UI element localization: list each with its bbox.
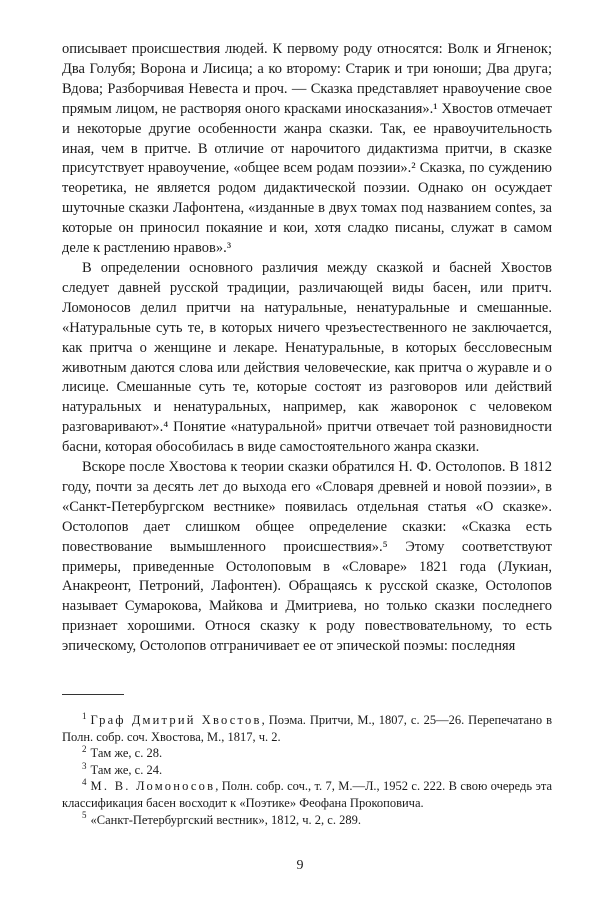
footnote-marker: 3: [82, 760, 87, 771]
footnote-2: [62, 745, 552, 762]
footnote-author: М. В. Ломоносов: [90, 779, 216, 794]
footnote-marker: 1: [82, 710, 87, 721]
paragraph-3: Вскоре после Хвостова к теории сказки обратился Н. Ф. Остолопов. В 1812 году, почти за десять лет до выхода его «Словаря древней и новой поэзии», в «Санкт-Петербургском вестнике» появилась отдельная статья «О сказке». Остолопов дает слишком общее определение сказки: «Сказка есть повествование вымышленного происшествия».⁵ Этому соответствуют примеры, приведенные Остолоповым в «Словаре» 1821 года (Лукиан, Анакреонт, Петроний, Лафонтен). Обращаясь к русской сказке, Остолопов называет Сумарокова, Майкова и Дмитриева, но только сказки последнего признает хорошими. Относя сказку к роду повествовательному, то есть эпическому, Остолопов отграничивает ее от эпической поэмы: последняя: [62, 459, 552, 655]
footnote-4: [62, 778, 552, 811]
footnote-3: [62, 762, 552, 779]
footnote-marker: 4: [82, 777, 87, 788]
footnote-5: [62, 812, 552, 829]
footnotes: [62, 712, 552, 828]
page-number: 9: [296, 858, 304, 873]
footnote-text: , Полн. собр. соч., т. 7, М.—Л., 1952 с. 222. В свою очередь эта классификация басен восходит к «Поэтике» Феофана Прокоповича.: [62, 779, 552, 810]
footnote-marker: 5: [82, 810, 87, 821]
footnote-text: , Поэма. Притчи, М., 1807, с. 25—26. Перепечатано в Полн. собр. соч. Хвостова, М., 1817, ч. 2.: [62, 713, 552, 744]
footnote-text: Там же, с. 28.: [90, 746, 163, 761]
paragraph-1: описывает происшествия людей. К первому роду относятся: Волк и Ягненок; Два Голубя; Ворона и Лисица; а ко второму: Старик и три юноши; Два друга; Вдова; Разборчивая Невеста и проч. — Сказка представляет нравоучение свое прямым лицом, не растворяя оного красками иносказания».¹ Хвостов отмечает и некоторые другие особенности жанра сказки. Так, ее нравоучительность иная, чем в притче. В отличие от нарочитого дидактизма притчи, в сказке присутствует нравоучение, «общее всем родам поэзии».² Сказка, по суждению теоретика, не является родом дидактической поэзии. Однако он осуждает шуточные сказки Лафонтена, «изданные в двух томах под названием contes, за которые он приносил покаяние и кои, хотя сладко писаны, служат в самом деле к растлению нравов».³: [62, 41, 552, 257]
paragraph-2: В определении основного различия между сказкой и басней Хвостов следует давней русской традиции, различающей виды басен, или притч. Ломоносов делил притчи на натуральные, ненатуральные и смешанные. «Натуральные суть те, в которых ничего чрезъестественного не заключается, как притча о женщине и лекаре. Ненатуральные, в которых бессловесным животным даются слова или действия человеческие, как притча о журавле и о лисице. Смешанные суть те, которые состоят из разговоров или действий натуральных и ненатуральных, например, как жаворонок с человеком разговаривают».⁴ Понятие «натуральной» притчи отвечает той разновидности басни, которая обособилась в виде самостоятельного жанра сказки.: [62, 259, 552, 456]
footnote-text: Там же, с. 24.: [90, 762, 163, 777]
footnote-author: Граф Дмитрий Хвостов: [90, 713, 262, 727]
footnote-1: [62, 712, 552, 745]
main-text: [62, 40, 552, 657]
footnote-text: «Санкт-Петербургский вестник», 1812, ч. 2, с. 289.: [90, 812, 361, 827]
footnote-marker: 2: [82, 744, 87, 755]
footnote-divider: [62, 694, 124, 695]
